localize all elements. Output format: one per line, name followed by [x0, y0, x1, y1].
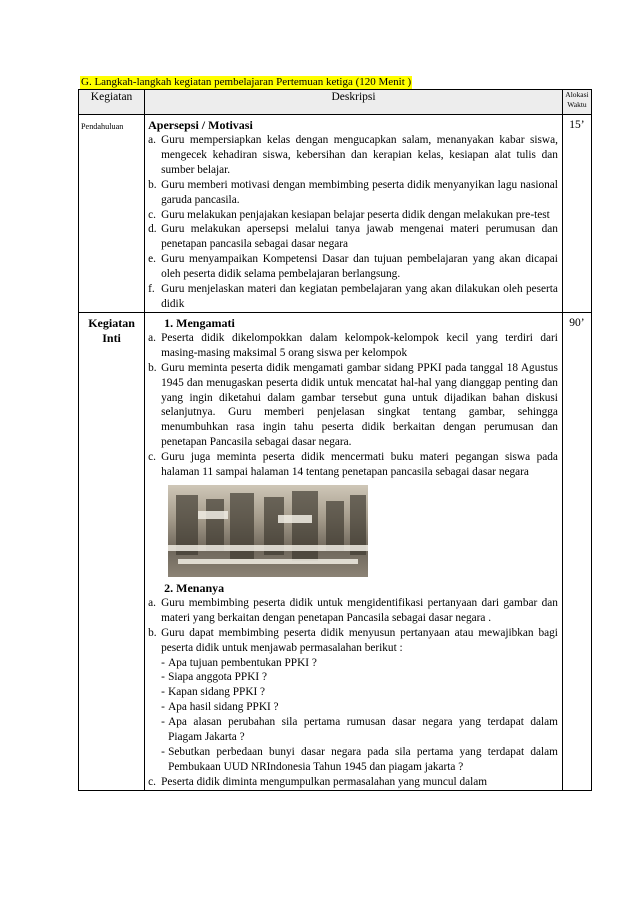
question-text: Apa tujuan pembentukan PPKI ?	[168, 656, 317, 669]
question-text: Siapa anggota PPKI ?	[168, 671, 267, 684]
question-item	[148, 670, 558, 685]
apersepsi-title: Apersepsi / Motivasi	[148, 118, 253, 132]
list-marker: c.	[148, 208, 156, 221]
list-marker: b.	[148, 178, 157, 191]
list-item	[148, 626, 558, 656]
list-item	[148, 252, 558, 282]
row-kegiatan-inti	[79, 312, 592, 790]
list-marker: a.	[148, 134, 156, 146]
menanya-title: 2. Menanya	[164, 580, 225, 595]
row-pendahuluan	[79, 115, 592, 313]
list-text: Guru mempersiapkan kelas dengan mengucapkan salam, menanyakan kabar siswa, mengecek kehadiran siswa, kebersihan dan kerapian kelas, kesiapan alat tulis dan sumber belajar.	[161, 134, 558, 176]
kegiatan-pendahuluan: Pendahuluan	[79, 115, 145, 313]
kegiatan-inti	[79, 312, 145, 790]
list-marker: c.	[148, 451, 156, 464]
lesson-plan-table	[78, 89, 592, 791]
header-alokasi-waktu: Alokasi Waktu	[562, 90, 591, 115]
list-marker: b.	[148, 361, 157, 374]
mengamati-title: 1. Mengamati	[164, 315, 235, 330]
question-text: Apa alasan perubahan sila pertama rumusan dasar negara yang terdapat dalam Piagam Jakarta ?	[168, 716, 558, 744]
list-marker: d.	[148, 223, 157, 236]
list-text: Guru membimbing peserta didik untuk mengidentifikasi pertanyaan dari gambar dan materi yang berkaitan dengan penetapan Pancasila sebagai dasar negara .	[161, 596, 558, 624]
list-item	[148, 450, 558, 480]
dash-marker: -	[161, 716, 165, 729]
question-text: Kapan sidang PPKI ?	[168, 686, 266, 699]
list-text: Guru juga meminta peserta didik mencermati buku materi pegangan siswa pada halaman 11 sampai halaman 14 tentang penetapan pancasila sebagai dasar negara	[161, 451, 558, 479]
list-item	[148, 361, 558, 450]
list-text: Guru menjelaskan materi dan kegiatan pembelajaran yang akan dilakukan oleh peserta didik	[161, 283, 558, 310]
dash-marker: -	[161, 686, 165, 699]
list-item: c. Peserta didik diminta mengumpulkan permasalahan yang muncul dalam	[148, 775, 488, 788]
list-marker: e.	[148, 253, 156, 266]
dash-marker: -	[161, 701, 165, 714]
list-item	[148, 331, 558, 361]
list-text: Guru menyampaikan Kompetensi Dasar dan tujuan pembelajaran yang akan dicapai oleh peserta didik selama pembelajaran berlangsung.	[161, 253, 558, 281]
pendahuluan-list	[148, 133, 558, 312]
list-item	[148, 133, 558, 178]
deskripsi-inti	[145, 312, 563, 790]
question-item	[148, 656, 558, 671]
dash-marker: -	[161, 746, 165, 758]
time-inti: 90’	[562, 312, 591, 790]
list-marker: b.	[148, 626, 157, 639]
section-heading: G. Langkah-langkah kegiatan pembelajaran Pertemuan ketiga (120 Menit )	[81, 76, 412, 88]
list-marker: a.	[148, 331, 156, 344]
list-marker: f.	[148, 283, 155, 296]
list-text: Peserta didik dikelompokkan dalam kelompok-kelompok kecil yang terdiri dari masing-masing maksimal 5 orang siswa per kelompok	[161, 331, 558, 359]
header-kegiatan: Kegiatan	[79, 90, 145, 115]
question-item	[148, 700, 558, 715]
header-deskripsi: Deskripsi	[145, 90, 563, 115]
table-header-row	[79, 90, 592, 115]
list-text: Guru melakukan penjajakan kesiapan belajar peserta didik dengan melakukan pre-test	[161, 208, 550, 221]
question-item	[148, 745, 558, 775]
deskripsi-pendahuluan	[145, 115, 563, 313]
list-item	[148, 208, 558, 223]
menanya-list	[148, 596, 558, 656]
menanya-question-list	[148, 656, 558, 775]
list-item	[148, 282, 558, 312]
question-text: Apa hasil sidang PPKI ?	[168, 701, 279, 714]
list-text: Guru meminta peserta didik mengamati gambar sidang PPKI pada tanggal 18 Agustus 1945 dan menugaskan peserta didik untuk mencatat hal-hal yang dianggap penting dan yang ingin diketahui dalam gambar tersebut guna untuk dijadikan bahan diskusi selanjutnya. Guru memberi penjelasan singkat tentang gambar, sehingga menumbuhkan rasa ingin tahu peserta didik berkaitan dengan perumusan dan penetapan Pancasila sebagai dasar negara.	[161, 361, 558, 449]
sidang-ppki-photo	[168, 485, 368, 577]
kegiatan-inti-label-2: Inti	[102, 330, 121, 345]
list-text: Guru memberi motivasi dengan membimbing peserta didik menyanyikan lagu nasional garuda pancasila.	[161, 178, 558, 206]
dash-marker: -	[161, 671, 165, 684]
list-item	[148, 222, 558, 252]
list-text: Guru dapat membimbing peserta didik menyusun pertanyaan atau mewajibkan bagi peserta didik untuk menjawab permasalahan berikut :	[161, 626, 558, 654]
question-item	[148, 715, 558, 745]
list-item	[148, 596, 558, 626]
question-text: Sebutkan perbedaan bunyi dasar negara pada sila pertama yang terdapat dalam Pembukaan UUD NRIndonesia Tahun 1945 dan piagam jakarta ?	[168, 746, 558, 773]
list-item	[148, 178, 558, 208]
kegiatan-inti-label-1: Kegiatan	[88, 315, 135, 330]
list-text: Guru melakukan apersepsi melalui tanya jawab mengenai materi perumusan dan penetapan pancasila sebagai dasar negara	[161, 223, 558, 251]
question-item	[148, 685, 558, 700]
time-pendahuluan: 15’	[562, 115, 591, 313]
list-marker: a.	[148, 596, 156, 609]
dash-marker: -	[161, 656, 165, 669]
mengamati-list	[148, 331, 558, 480]
